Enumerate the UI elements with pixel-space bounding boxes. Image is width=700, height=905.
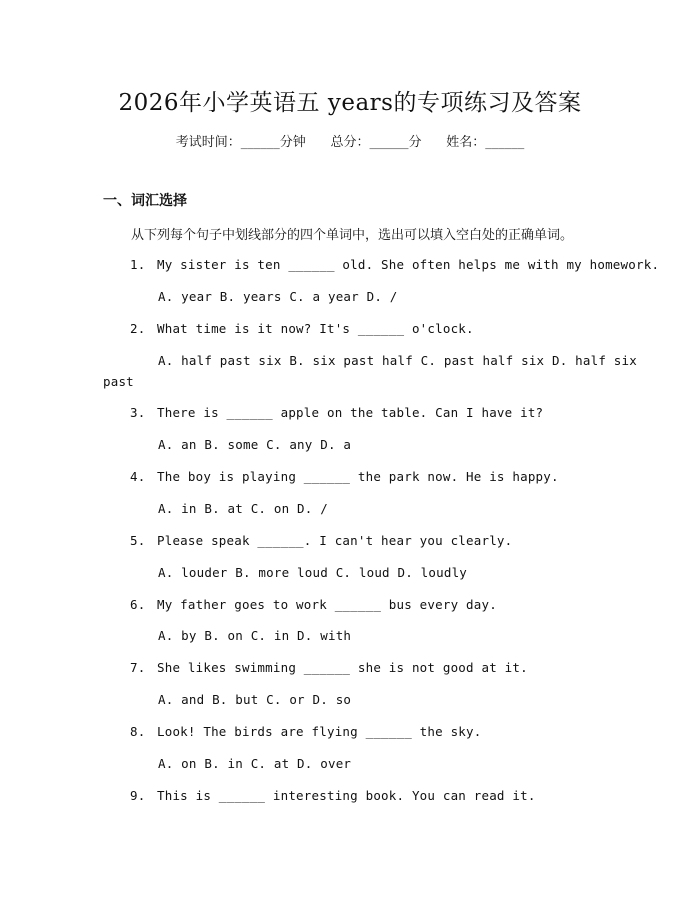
question-text: The boy is playing ______ the park now. He is happy. — [157, 469, 559, 484]
question-number: 8. — [130, 724, 146, 739]
question-text: My father goes to work ______ bus every day. — [157, 597, 497, 612]
question-text: What time is it now? It's ______ o'clock. — [157, 321, 474, 336]
question-text: My sister is ten ______ old. She often helps me with my homework. — [157, 257, 660, 272]
question-options: A. on B. in C. at D. over — [158, 756, 352, 771]
question-number: 9. — [130, 788, 146, 803]
question-options: A. an B. some C. any D. a — [158, 437, 352, 452]
question-number: 3. — [130, 405, 146, 420]
question-number: 5. — [130, 533, 146, 548]
question-options: A. half past six B. six past half C. past half six D. half six — [158, 353, 637, 368]
question-options: A. by B. on C. in D. with — [158, 628, 352, 643]
document-title: 2026年小学英语五 years的专项练习及答案 — [118, 90, 582, 116]
question-text: Look! The birds are flying ______ the sky. — [157, 724, 482, 739]
question-text: This is ______ interesting book. You can read it. — [157, 788, 536, 803]
question-text: She likes swimming ______ she is not good at it. — [157, 660, 528, 675]
question-options: A. louder B. more loud C. loud D. loudly — [158, 565, 468, 580]
question-text: There is ______ apple on the table. Can I have it? — [157, 405, 544, 420]
question-options: A. year B. years C. a year D. / — [158, 289, 398, 304]
question-number: 7. — [130, 660, 146, 675]
question-options: A. and B. but C. or D. so — [158, 692, 352, 707]
section-heading: 一、词汇选择 — [103, 193, 187, 209]
question-number: 6. — [130, 597, 146, 612]
exam-meta-line: 考试时间：______分钟 总分：______分 姓名：______ — [175, 135, 525, 150]
question-number: 2. — [130, 321, 146, 336]
question-number: 4. — [130, 469, 146, 484]
question-options: A. in B. at C. on D. / — [158, 501, 328, 516]
question-number: 1. — [130, 257, 146, 272]
question-options-continued: past — [103, 374, 134, 389]
question-text: Please speak ______. I can't hear you clearly. — [157, 533, 513, 548]
section-instruction: 从下列每个句子中划线部分的四个单词中，选出可以填入空白处的正确单词。 — [131, 228, 574, 243]
